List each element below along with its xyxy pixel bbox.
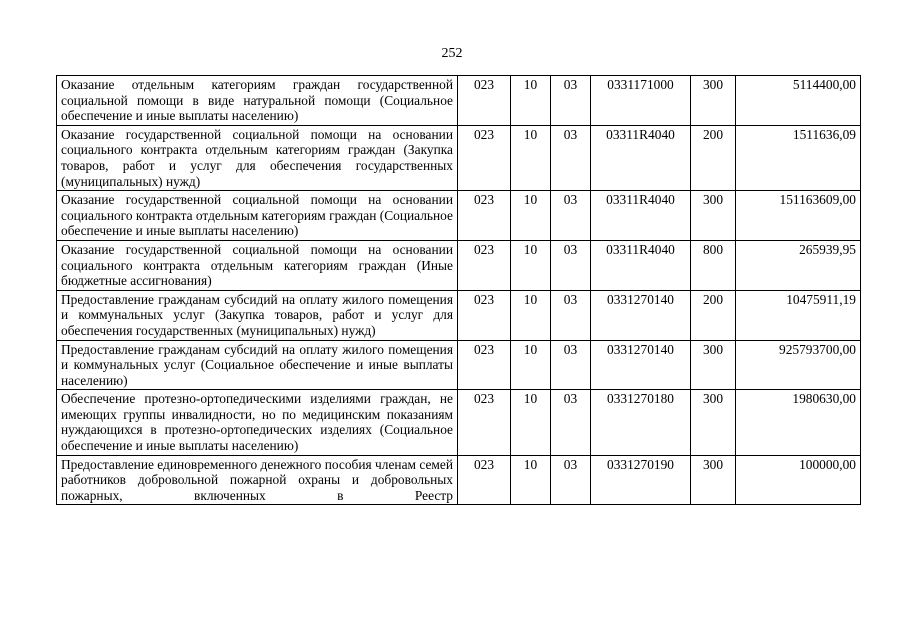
subsection-code: 03 xyxy=(551,340,591,390)
section-code: 10 xyxy=(511,340,551,390)
amount-value: 10475911,19 xyxy=(736,290,861,340)
target-article-code: 0331270180 xyxy=(591,390,691,455)
table-row xyxy=(57,240,861,290)
subsection-code: 03 xyxy=(551,455,591,505)
amount-value: 151163609,00 xyxy=(736,191,861,241)
row-description: Предоставление гражданам субсидий на оплату жилого помещения и коммунальных услуг (Закупка товаров, работ и услуг для обеспечения государственных (муниципальных) нужд) xyxy=(57,290,458,340)
expense-type-code: 800 xyxy=(691,240,736,290)
ministry-code: 023 xyxy=(458,340,511,390)
section-code: 10 xyxy=(511,76,551,126)
expense-type-code: 300 xyxy=(691,455,736,505)
row-description: Оказание государственной социальной помощи на основании социального контракта отдельным категориям граждан (Социальное обеспечение и иные выплаты населению) xyxy=(57,191,458,241)
section-code: 10 xyxy=(511,455,551,505)
budget-table xyxy=(56,75,861,505)
amount-value: 265939,95 xyxy=(736,240,861,290)
ministry-code: 023 xyxy=(458,240,511,290)
row-description: Оказание государственной социальной помощи на основании социального контракта отдельным категориям граждан (Иные бюджетные ассигнования) xyxy=(57,240,458,290)
ministry-code: 023 xyxy=(458,455,511,505)
table-row xyxy=(57,455,861,505)
target-article-code: 03311R4040 xyxy=(591,191,691,241)
row-description: Предоставление гражданам субсидий на оплату жилого помещения и коммунальных услуг (Социальное обеспечение и иные выплаты населению) xyxy=(57,340,458,390)
target-article-code: 0331171000 xyxy=(591,76,691,126)
section-code: 10 xyxy=(511,290,551,340)
expense-type-code: 300 xyxy=(691,340,736,390)
subsection-code: 03 xyxy=(551,240,591,290)
table-row xyxy=(57,76,861,126)
ministry-code: 023 xyxy=(458,76,511,126)
subsection-code: 03 xyxy=(551,390,591,455)
subsection-code: 03 xyxy=(551,125,591,190)
ministry-code: 023 xyxy=(458,191,511,241)
ministry-code: 023 xyxy=(458,125,511,190)
table-row xyxy=(57,125,861,190)
target-article-code: 03311R4040 xyxy=(591,240,691,290)
table-row xyxy=(57,340,861,390)
section-code: 10 xyxy=(511,390,551,455)
target-article-code: 0331270140 xyxy=(591,290,691,340)
page-number: 252 xyxy=(441,46,463,61)
amount-value: 925793700,00 xyxy=(736,340,861,390)
table-row xyxy=(57,290,861,340)
expense-type-code: 300 xyxy=(691,390,736,455)
table-row xyxy=(57,390,861,455)
table-row xyxy=(57,191,861,241)
section-code: 10 xyxy=(511,191,551,241)
expense-type-code: 200 xyxy=(691,125,736,190)
expense-type-code: 300 xyxy=(691,191,736,241)
row-description: Предоставление единовременного денежного пособия членам семей работников добровольной пожарной охраны и добровольных пожарных, включенных в Реестр xyxy=(57,455,458,505)
ministry-code: 023 xyxy=(458,390,511,455)
target-article-code: 03311R4040 xyxy=(591,125,691,190)
ministry-code: 023 xyxy=(458,290,511,340)
row-description: Оказание отдельным категориям граждан государственной социальной помощи в виде натуральной помощи (Социальное обеспечение и иные выплаты населению) xyxy=(57,76,458,126)
section-code: 10 xyxy=(511,240,551,290)
row-description: Оказание государственной социальной помощи на основании социального контракта отдельным категориям граждан (Закупка товаров, работ и услуг для обеспечения государственных (муниципальных) нужд) xyxy=(57,125,458,190)
amount-value: 5114400,00 xyxy=(736,76,861,126)
amount-value: 1980630,00 xyxy=(736,390,861,455)
subsection-code: 03 xyxy=(551,76,591,126)
amount-value: 100000,00 xyxy=(736,455,861,505)
section-code: 10 xyxy=(511,125,551,190)
amount-value: 1511636,09 xyxy=(736,125,861,190)
expense-type-code: 200 xyxy=(691,290,736,340)
expense-type-code: 300 xyxy=(691,76,736,126)
subsection-code: 03 xyxy=(551,191,591,241)
subsection-code: 03 xyxy=(551,290,591,340)
target-article-code: 0331270140 xyxy=(591,340,691,390)
row-description: Обеспечение протезно-ортопедическими изделиями граждан, не имеющих группы инвалидности, но по медицинским показаниям нуждающихся в протезно-ортопедических изделиях (Социальное обеспечение и иные выплаты населению) xyxy=(57,390,458,455)
target-article-code: 0331270190 xyxy=(591,455,691,505)
